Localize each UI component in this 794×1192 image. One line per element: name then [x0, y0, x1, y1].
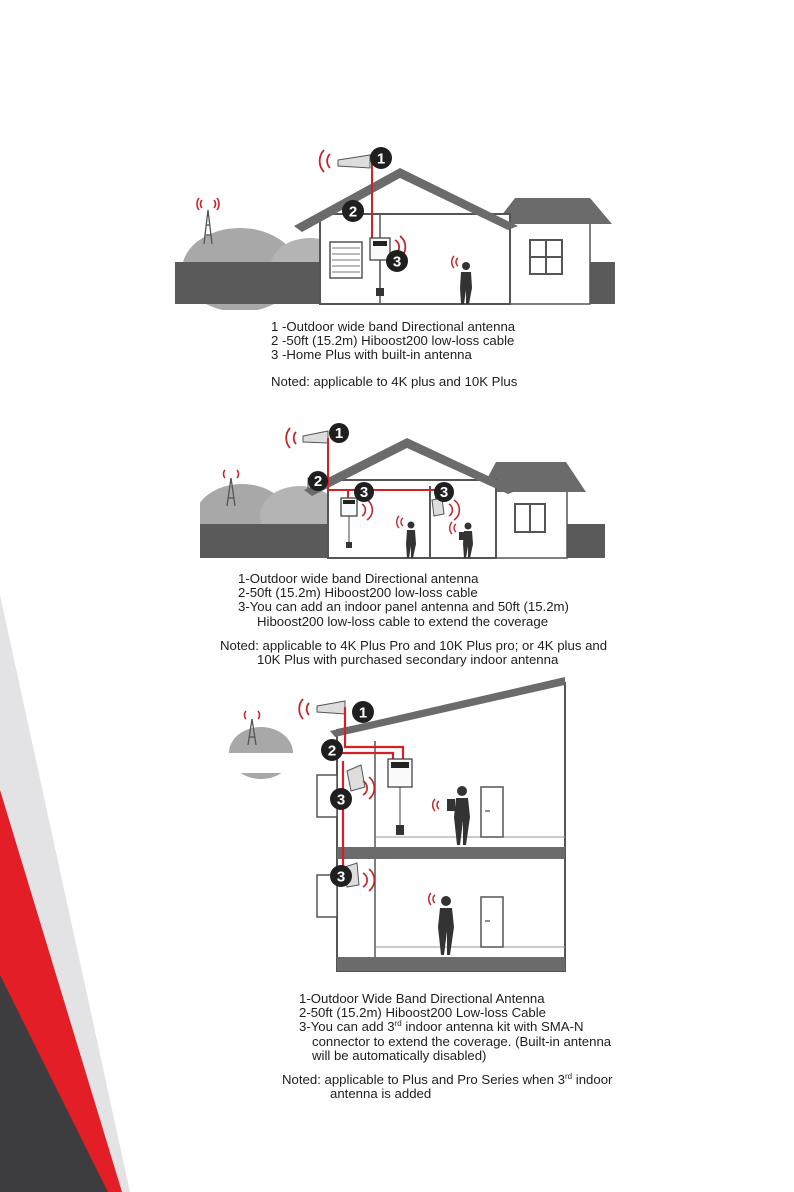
callout-2 [308, 471, 328, 491]
callout-3 [434, 482, 454, 502]
callout-1 [370, 147, 392, 169]
legend-diagram-3 [282, 992, 612, 1101]
svg-text:3: 3 [439, 484, 449, 501]
diagram-house-single [170, 140, 615, 310]
svg-text:3: 3 [359, 484, 369, 501]
svg-text:3: 3 [336, 868, 346, 886]
antenna-signal-icon [299, 699, 309, 719]
diagram-house-dual [200, 420, 610, 560]
antenna-signal-icon [320, 150, 330, 172]
door [481, 897, 503, 947]
legend-diagram-2 [220, 572, 607, 667]
legend-item: 1 -Outdoor wide band Directional antenna [271, 319, 516, 334]
note-text: Noted: applicable to 4K plus and 10K Plus [271, 373, 518, 389]
callout-1 [329, 423, 349, 443]
door [481, 787, 503, 837]
legend-item: 1-Outdoor wide band Directional antenna [238, 571, 479, 586]
callout-3 [386, 250, 408, 272]
tower-signal-icon [223, 470, 238, 478]
legend-item: 1-Outdoor Wide Band Directional Antenna [299, 991, 545, 1006]
legend-item: connector to extend the coverage. (Built-in antenna [312, 1033, 612, 1049]
floor-slab [337, 957, 565, 971]
floor-slab [337, 847, 565, 859]
svg-text:3: 3 [336, 791, 346, 809]
antenna-signal-icon [286, 428, 296, 448]
legend-diagram-1 [271, 320, 517, 389]
legend-item: Hiboost200 low-loss cable to extend the coverage [257, 613, 549, 629]
svg-text:2: 2 [327, 742, 337, 760]
svg-text:2: 2 [313, 473, 323, 490]
svg-text:1: 1 [358, 704, 368, 722]
note-text: antenna is added [330, 1086, 432, 1102]
note-text: Noted: applicable to 4K Plus Pro and 10K Plus pro; or 4K plus and [220, 637, 608, 653]
tower-signal-icon [197, 198, 219, 210]
outdoor-antenna-icon [338, 155, 375, 168]
legend-item: 2-50ft (15.2m) Hiboost200 Low-loss Cable [299, 1005, 547, 1021]
tower-signal-icon [244, 711, 259, 719]
note-text: 10K Plus with purchased secondary indoor antenna [257, 652, 559, 668]
legend-item: 3 -Home Plus with built-in antenna [271, 347, 472, 363]
diagram-two-storey [225, 675, 570, 975]
callout-1 [352, 701, 374, 723]
note-text: Noted: applicable to Plus and Pro Series when 3rd indoor [282, 1072, 613, 1088]
callout-2 [342, 200, 364, 222]
callout-3 [354, 482, 374, 502]
outdoor-antenna-icon [317, 701, 345, 714]
callout-3 [330, 788, 352, 810]
svg-text:2: 2 [348, 203, 358, 221]
svg-text:1: 1 [334, 425, 344, 442]
svg-text:1: 1 [376, 150, 386, 168]
legend-item: 3-You can add an indoor panel antenna and 50ft (15.2m) [238, 599, 569, 615]
legend-item: 3-You can add 3rd indoor antenna kit with SMA-N [299, 1019, 584, 1035]
callout-2 [321, 739, 343, 761]
callout-3 [330, 865, 352, 887]
legend-item: will be automatically disabled) [312, 1047, 487, 1063]
legend-item: 2-50ft (15.2m) Hiboost200 low-loss cable [238, 585, 478, 601]
svg-text:3: 3 [392, 253, 402, 271]
outdoor-antenna-icon [303, 431, 328, 443]
side-roof [495, 198, 612, 224]
legend-item: 2 -50ft (15.2m) Hiboost200 low-loss cable [271, 333, 515, 349]
